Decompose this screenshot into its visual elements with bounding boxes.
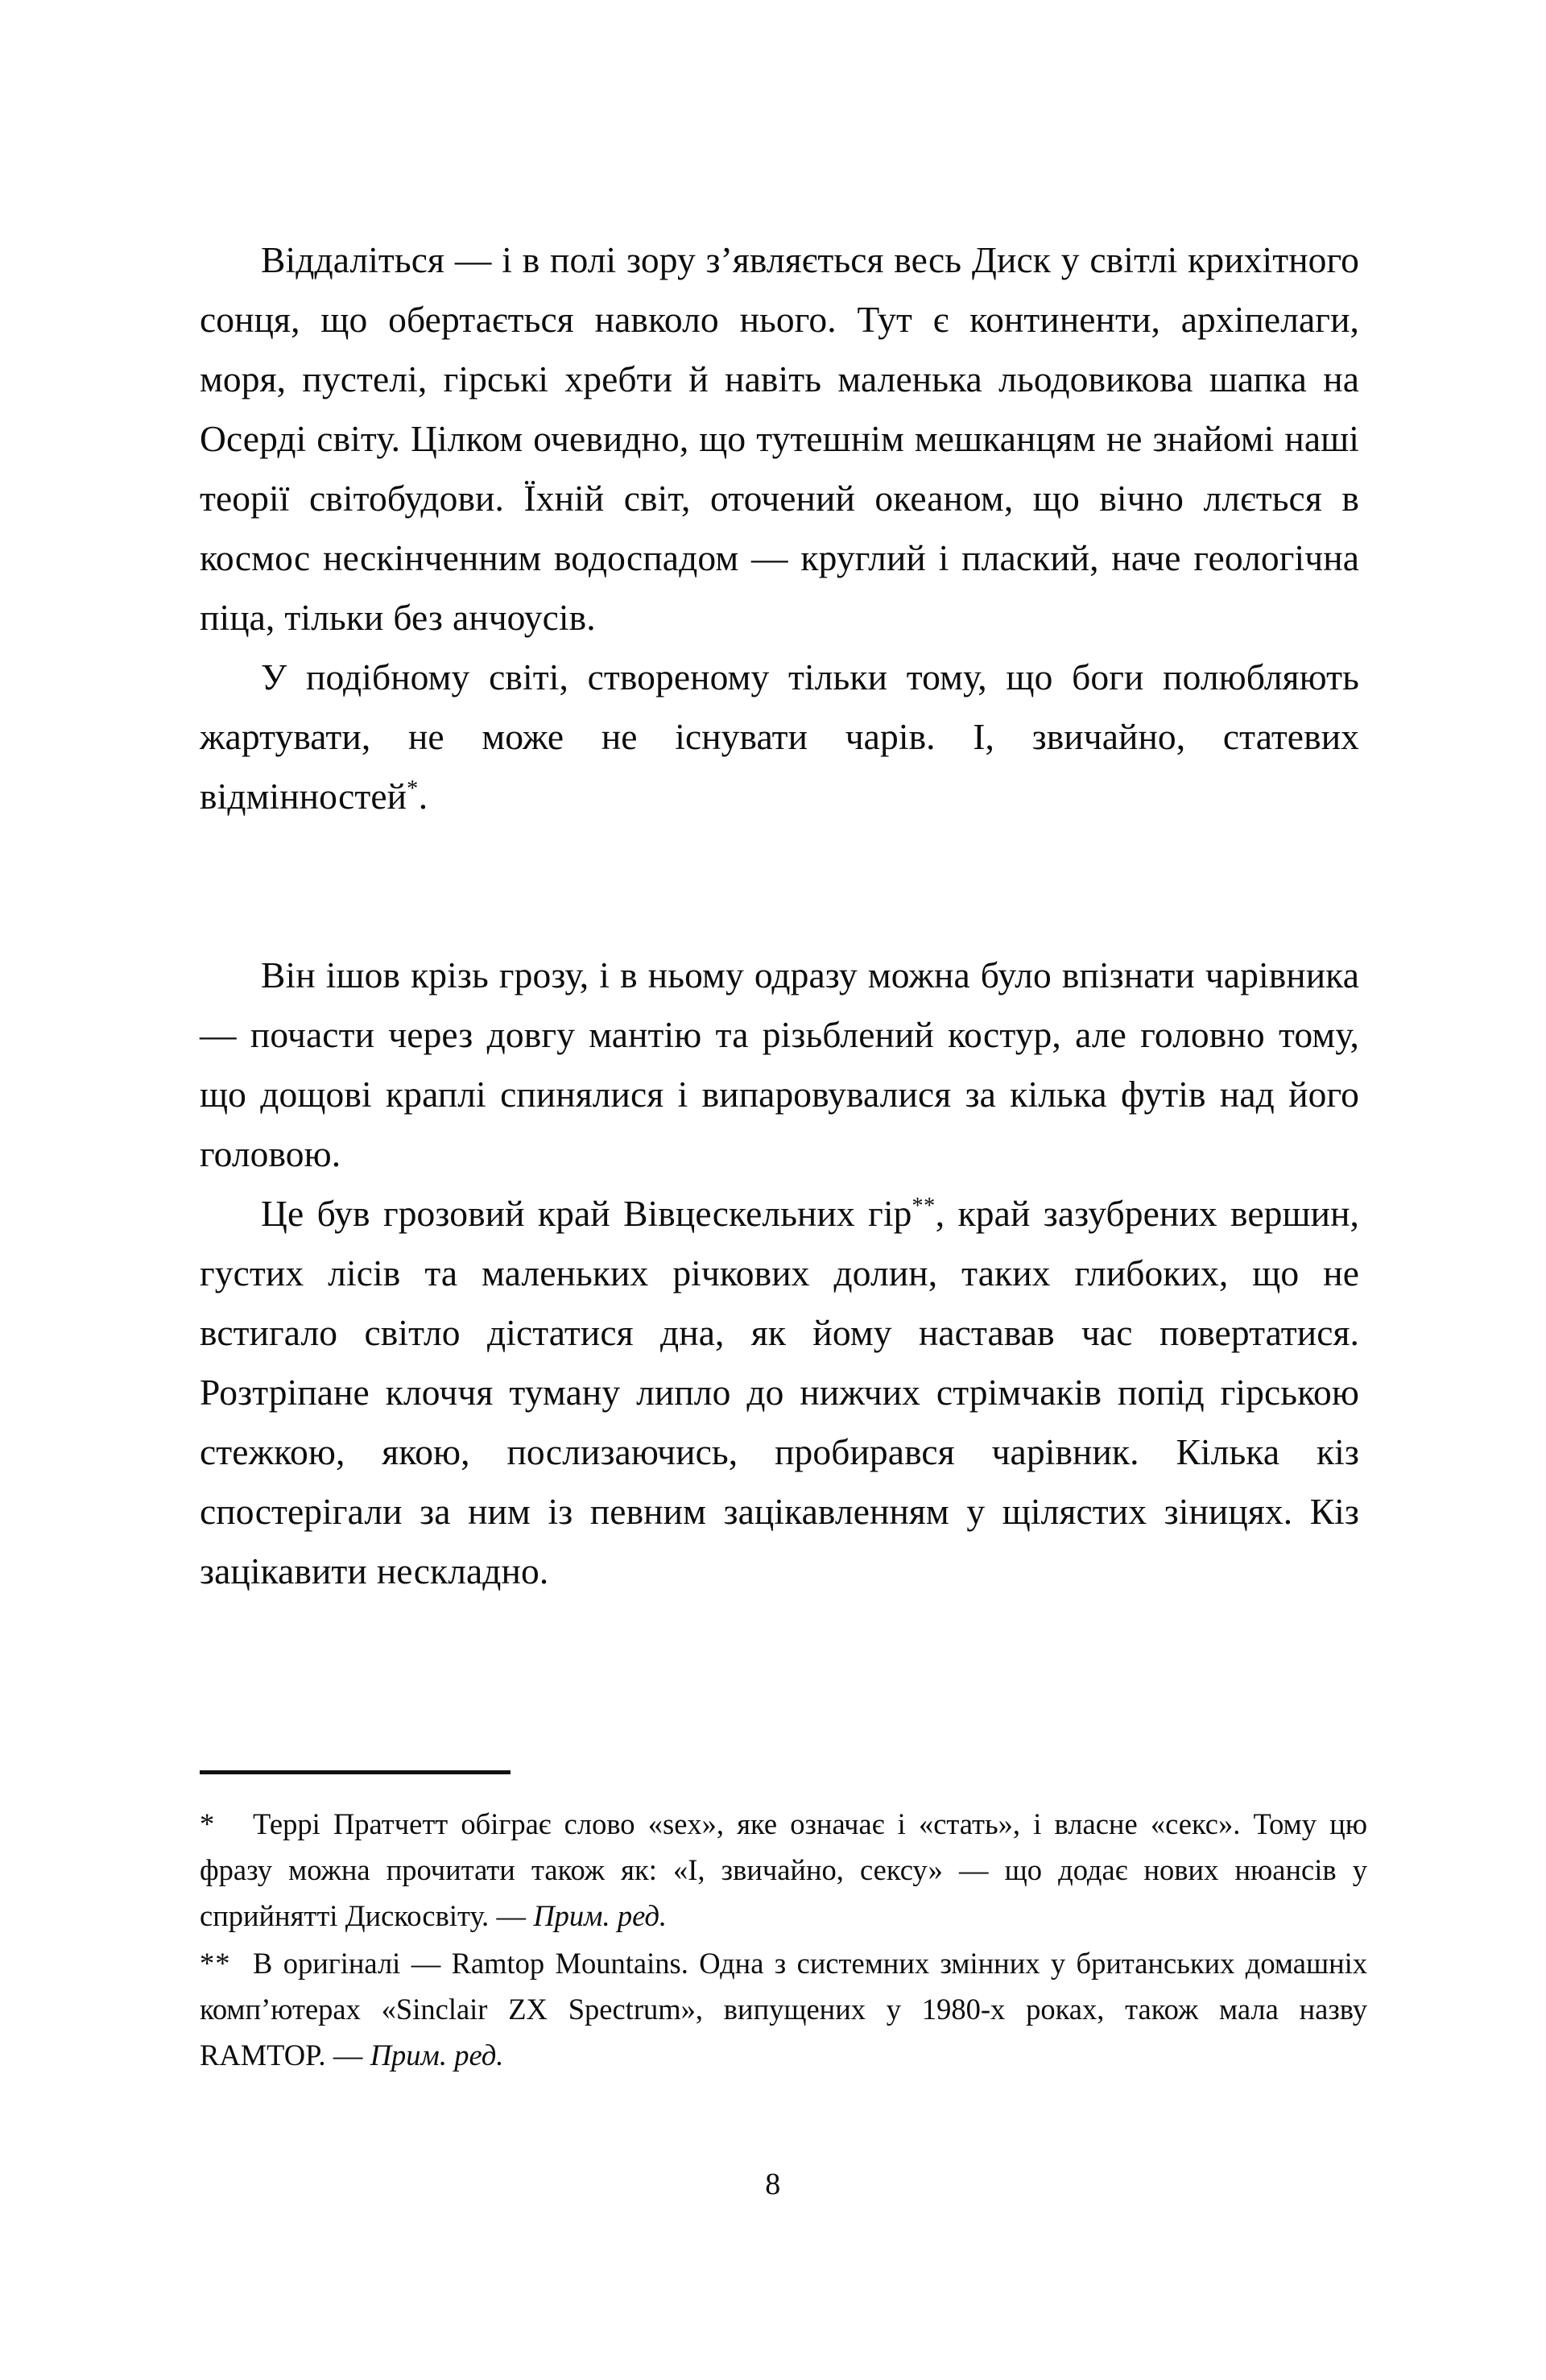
footnote-attribution-2: Прим. ред. bbox=[370, 2039, 504, 2072]
footnote-item-1 bbox=[200, 1801, 1367, 1939]
footnote-marker-symbol-1: * bbox=[200, 1807, 216, 1840]
body-block-2 bbox=[200, 946, 1359, 1601]
block-separator-space bbox=[200, 826, 1359, 946]
footnote-marker-symbol-2: ** bbox=[200, 1947, 231, 1980]
paragraph-4 bbox=[200, 1184, 1359, 1601]
paragraph-4-text: Це був грозовий край Вівцескельних гір bbox=[261, 1193, 912, 1234]
footnote-ref-1[interactable]: * bbox=[407, 776, 419, 801]
paragraph-3: Він ішов крізь грозу, і в ньому одразу можна було впізнати чарівника — почасти через довгу мантію та різьблений костур, але головно тому, що дощові краплі спинялися і випаровувалися за кілька футів над його головою. bbox=[200, 954, 1359, 1174]
footnote-attribution-1: Прим. ред. bbox=[533, 1899, 668, 1932]
paragraph-1: Віддаліться — і в полі зору з’являється весь Диск у світлі крихітного сонця, що обертається навколо нього. Тут є континенти, архіпелаги, моря, пустелі, гірські хребти й навіть маленька льодовикова шапка на Осерді світу. Цілком очевидно, що тутешнім мешканцям не знайомі наші теорії світобудови. Їхній світ, оточений океаном, що вічно ллється в космос нескінченним водоспадом — круглий і плаский, наче геологічна піца, тільки без анчоусів. bbox=[200, 239, 1359, 638]
footnote-area bbox=[200, 1770, 1367, 2080]
page-number: 8 bbox=[765, 2167, 781, 2201]
paragraph-2 bbox=[200, 648, 1359, 826]
footnote-separator-rule bbox=[200, 1770, 511, 1774]
paragraph-4-tail: , край зазубрених вершин, густих лісів та маленьких річкових долин, таких глибоких, що не встигало світло дістатися дна, як йому наставав час повертатися. Розтріпане клоччя туману липло до нижчих стрімчаків попід гірською стежкою, якою, послизаючись, пробирався чарівник. Кілька кіз спостерігали за ним із певним зацікавленням у щілястих зіницях. Кіз зацікавити нескладно. bbox=[200, 1193, 1359, 1591]
footnote-text-2: В оригіналі — Ramtop Mountains. Одна з системних змінних у британських домашніх комп’ютерах «Sinclair ZX Spectrum», випущених у 1980-х роках, також мала назву RAMTOP. — bbox=[200, 1947, 1367, 2072]
paragraph-2-text: У подібному світі, створеному тільки тому, що боги полюбляють жартувати, не може не існувати чарів. І, звичайно, статевих відмінностей bbox=[200, 656, 1359, 817]
page-text-area bbox=[200, 230, 1359, 1601]
footnote-marker-1 bbox=[200, 1801, 253, 1847]
footnote-marker-2 bbox=[200, 1940, 253, 1986]
footnote-item-2 bbox=[200, 1940, 1367, 2078]
paragraph-2-tail: . bbox=[418, 776, 428, 817]
footnote-text-1: Террі Пратчетт обіграє слово «sex», яке означає і «стать», і власне «секс». Тому цю фразу можна прочитати також як: «І, звичайно, сексу» — що додає нових нюансів у сприйнятті Дискосвіту. — bbox=[200, 1807, 1367, 1932]
body-block-1 bbox=[200, 230, 1359, 826]
footnote-ref-2[interactable]: ** bbox=[911, 1193, 936, 1219]
